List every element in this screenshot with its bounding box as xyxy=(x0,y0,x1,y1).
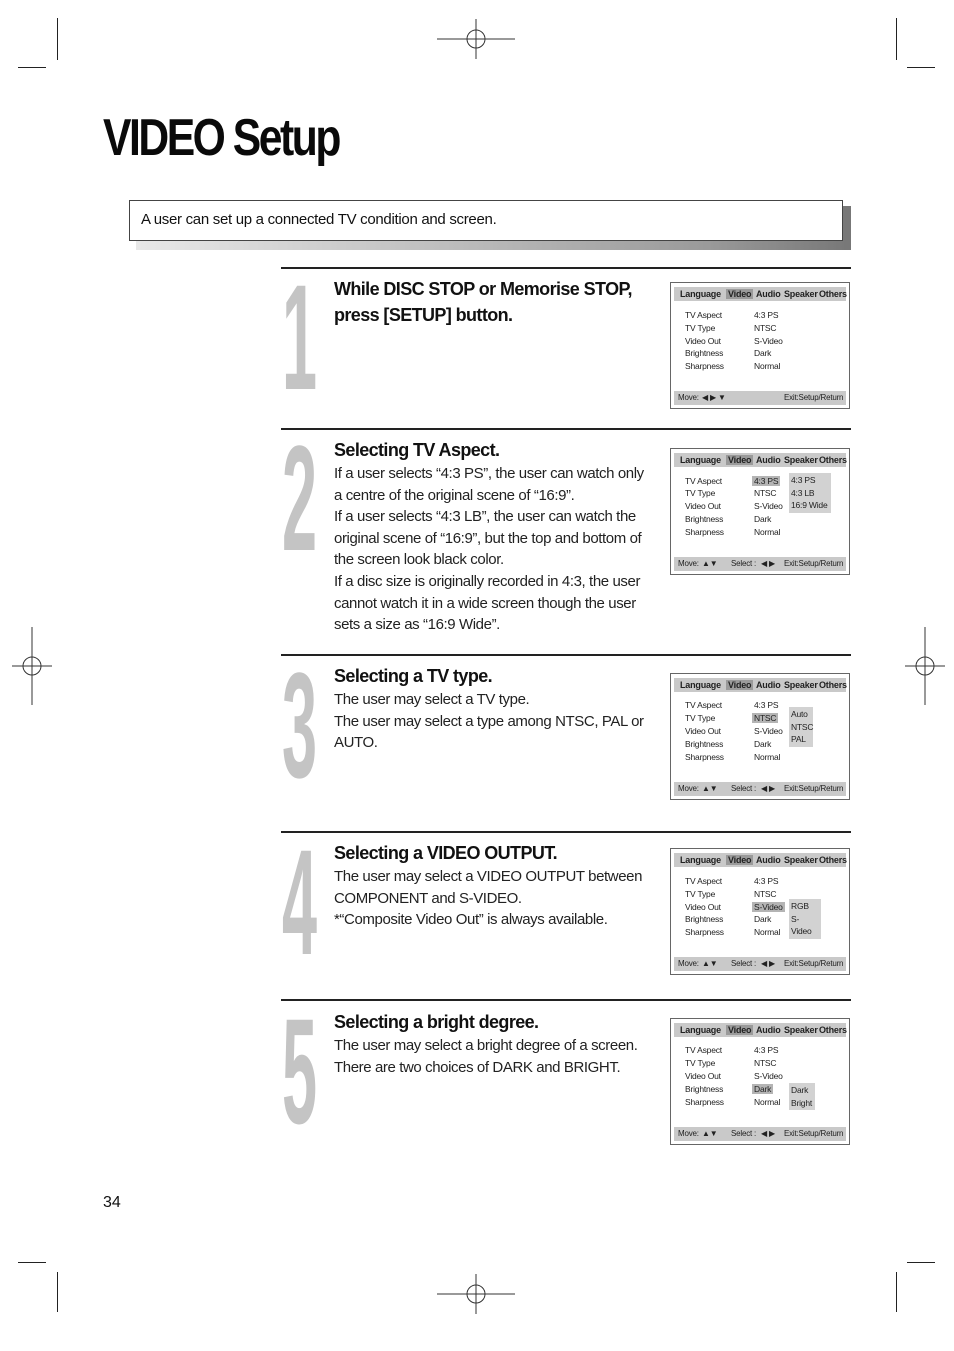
step-heading: Selecting TV Aspect. xyxy=(334,440,500,460)
osd-tab-speaker: Speaker xyxy=(784,1025,818,1035)
osd-row-value: Normal xyxy=(754,527,781,537)
osd-submenu-option: RGB xyxy=(791,901,809,911)
osd-row-value-selected: Dark xyxy=(754,1084,772,1094)
arrow-icons: ◀ ▶ xyxy=(761,959,775,968)
osd-row-value: NTSC xyxy=(754,889,777,899)
osd-tab-language: Language xyxy=(680,289,721,299)
osd-submenu xyxy=(789,1083,815,1110)
osd-tab-speaker: Speaker xyxy=(784,455,818,465)
osd-row-label: Video Out xyxy=(685,726,721,736)
osd-tab-language: Language xyxy=(680,680,721,690)
osd-footer xyxy=(674,957,846,971)
osd-submenu-option: PAL xyxy=(791,734,806,744)
osd-tab-others: Others xyxy=(819,855,847,865)
osd-footer-move: Move: xyxy=(678,784,699,793)
osd-submenu-option: 4:3 LB xyxy=(791,487,815,498)
step-body xyxy=(334,689,644,754)
osd-submenu-option: 16:9 Wide xyxy=(791,500,828,510)
step-heading: Selecting a TV type. xyxy=(334,666,493,686)
osd-tab-others: Others xyxy=(819,1025,847,1035)
step-paragraph: *“Composite Video Out” is always available. xyxy=(334,911,608,929)
step-paragraph: If a user selects “4:3 PS”, the user can watch only a centre of the original scene of “16:9”. xyxy=(334,465,644,504)
osd-submenu-option: Auto xyxy=(791,709,808,719)
arrow-icons: ▲▼ xyxy=(702,1129,718,1138)
step-paragraph: If a user selects “4:3 LB”, the user can watch the original scene of “16:9”, but the top and bottom of the screen look black color. xyxy=(334,508,642,569)
osd-row-label: TV Type xyxy=(685,488,716,498)
osd-submenu xyxy=(789,899,821,939)
osd-row-label: TV Aspect xyxy=(685,700,722,710)
osd-row-label: Brightness xyxy=(685,514,724,524)
crop-mark xyxy=(896,18,897,60)
osd-screen xyxy=(670,848,850,975)
osd-row-value: S-Video xyxy=(754,336,783,346)
step-paragraph: The user may select a bright degree of a screen. xyxy=(334,1037,638,1054)
arrow-icons: ◀ ▶ xyxy=(761,784,775,793)
osd-row-value: S-Video xyxy=(754,501,783,511)
osd-row-label: TV Type xyxy=(685,1058,716,1068)
step-paragraph: There are two choices of DARK and BRIGHT. xyxy=(334,1058,621,1076)
page-number: 34 xyxy=(103,1194,121,1211)
section-divider xyxy=(281,428,851,430)
osd-menu-bar xyxy=(674,453,846,467)
osd-tab-speaker: Speaker xyxy=(784,855,818,865)
osd-menu-bar xyxy=(674,678,846,692)
step-body xyxy=(334,1035,644,1078)
osd-row-label: TV Aspect xyxy=(685,310,722,320)
osd-row-value: NTSC xyxy=(754,1058,777,1068)
osd-screen xyxy=(670,282,850,409)
osd-footer-exit: Exit:Setup/Return xyxy=(784,784,844,793)
crop-mark xyxy=(896,1272,897,1312)
registration-mark-icon xyxy=(12,627,52,705)
step-number: 3 xyxy=(282,641,318,809)
step-number: 2 xyxy=(282,414,318,582)
osd-row-value: Dark xyxy=(754,914,772,924)
osd-footer-move: Move: xyxy=(678,959,699,968)
osd-footer xyxy=(674,391,846,405)
osd-tab-audio: Audio xyxy=(756,855,781,865)
osd-row-label: Sharpness xyxy=(685,752,724,762)
osd-row-value: 4:3 PS xyxy=(754,700,779,710)
osd-tab-audio: Audio xyxy=(756,289,781,299)
osd-row-label: TV Type xyxy=(685,323,716,333)
registration-mark-icon xyxy=(905,627,945,705)
section-divider xyxy=(281,654,851,656)
osd-footer-exit: Exit:Setup/Return xyxy=(784,559,844,568)
crop-mark xyxy=(57,18,58,60)
osd-footer-move: Move: xyxy=(678,1129,699,1138)
osd-tab-language: Language xyxy=(680,1025,721,1035)
osd-row-label: TV Aspect xyxy=(685,476,722,486)
osd-tab-video: Video xyxy=(728,1025,752,1035)
intro-box xyxy=(129,200,843,241)
step-heading: Selecting a bright degree. xyxy=(334,1012,539,1032)
osd-row-value: Dark xyxy=(754,514,772,524)
osd-row-value: Dark xyxy=(754,739,772,749)
osd-footer-move: Move: xyxy=(678,559,699,568)
osd-tab-video: Video xyxy=(728,455,752,465)
arrow-icons: ▲▼ xyxy=(702,559,718,568)
step-body xyxy=(334,866,644,931)
osd-row-label: Sharpness xyxy=(685,1097,724,1107)
osd-menu-bar xyxy=(674,1023,846,1037)
intro-text: A user can set up a connected TV condition and screen. xyxy=(141,211,497,228)
step-heading: Selecting a VIDEO OUTPUT. xyxy=(334,843,558,863)
step-number: 5 xyxy=(282,987,318,1155)
osd-screen xyxy=(670,1018,850,1145)
osd-row-label: TV Type xyxy=(685,713,716,723)
arrow-icons: ▲▼ xyxy=(702,959,718,968)
section-divider xyxy=(281,267,851,269)
osd-footer xyxy=(674,1127,846,1141)
osd-row-label: Brightness xyxy=(685,739,724,749)
osd-row-value: Dark xyxy=(754,348,772,358)
step-paragraph: The user may select a type among NTSC, PAL or AUTO. xyxy=(334,712,644,752)
osd-submenu-option: NTSC xyxy=(791,721,814,732)
osd-tab-others: Others xyxy=(819,455,847,465)
osd-footer-select: Select : xyxy=(731,784,757,793)
osd-menu-bar xyxy=(674,853,846,867)
osd-row-label: Video Out xyxy=(685,1071,721,1081)
osd-tab-video: Video xyxy=(728,289,752,299)
osd-row-label: Video Out xyxy=(685,902,721,912)
page-title: VIDEO Setup xyxy=(103,109,339,167)
osd-row-value: Normal xyxy=(754,752,781,762)
osd-row-label: TV Aspect xyxy=(685,1045,722,1055)
osd-row-value: Normal xyxy=(754,361,781,371)
osd-menu-bar xyxy=(674,287,846,301)
osd-row-label: Sharpness xyxy=(685,527,724,537)
osd-row-label: Video Out xyxy=(685,501,721,511)
osd-row-value-selected: S-Video xyxy=(754,902,783,912)
arrow-icons: ◀ ▶ xyxy=(761,559,775,568)
step-number: 4 xyxy=(282,818,318,986)
step-body xyxy=(334,463,644,636)
section-divider xyxy=(281,999,851,1001)
osd-row-label: Sharpness xyxy=(685,361,724,371)
osd-row-value: S-Video xyxy=(754,1071,783,1081)
osd-tab-speaker: Speaker xyxy=(784,289,818,299)
osd-submenu xyxy=(789,707,813,747)
osd-tab-others: Others xyxy=(819,289,847,299)
step-heading: While DISC STOP or Memorise STOP, press [SETUP] button. xyxy=(334,279,632,325)
osd-row-value-selected: 4:3 PS xyxy=(754,476,779,486)
osd-row-label: Brightness xyxy=(685,914,724,924)
registration-mark-icon xyxy=(437,19,515,59)
osd-tab-audio: Audio xyxy=(756,1025,781,1035)
osd-row-value: Normal xyxy=(754,927,781,937)
osd-row-label: Sharpness xyxy=(685,927,724,937)
osd-submenu-option: Bright xyxy=(791,1097,813,1108)
arrow-icons: ◀ ▶ xyxy=(761,1129,775,1138)
osd-row-label: TV Type xyxy=(685,889,716,899)
osd-screen xyxy=(670,448,850,575)
step-paragraph: The user may select a VIDEO OUTPUT between COMPONENT and S-VIDEO. xyxy=(334,868,643,907)
osd-tab-video: Video xyxy=(728,680,752,690)
arrow-icons: ◀ ▶ ▼ xyxy=(702,393,726,402)
osd-footer xyxy=(674,557,846,571)
osd-row-label: TV Aspect xyxy=(685,876,722,886)
osd-tab-language: Language xyxy=(680,455,721,465)
osd-submenu-option: Dark xyxy=(791,1085,809,1095)
osd-footer-select: Select : xyxy=(731,559,757,568)
step-number: 1 xyxy=(282,253,318,421)
osd-row-value: S-Video xyxy=(754,726,783,736)
step-paragraph: If a disc size is originally recorded in 4:3, the user cannot watch it in a wide screen though the user sets a size as “16:9 Wide”. xyxy=(334,572,641,634)
osd-row-value-selected: NTSC xyxy=(754,713,777,723)
osd-tab-audio: Audio xyxy=(756,680,781,690)
crop-mark xyxy=(57,1272,58,1312)
osd-row-value: NTSC xyxy=(754,323,777,333)
osd-row-value: Normal xyxy=(754,1097,781,1107)
osd-row-value: NTSC xyxy=(754,488,777,498)
osd-footer xyxy=(674,782,846,796)
osd-tab-audio: Audio xyxy=(756,455,781,465)
registration-mark-icon xyxy=(437,1274,515,1314)
osd-row-value: 4:3 PS xyxy=(754,876,779,886)
crop-mark xyxy=(18,1262,46,1263)
crop-mark xyxy=(18,67,46,68)
osd-row-value: 4:3 PS xyxy=(754,1045,779,1055)
step-paragraph: The user may select a TV type. xyxy=(334,691,530,708)
crop-mark xyxy=(907,1262,935,1263)
osd-screen xyxy=(670,673,850,800)
osd-row-label: Brightness xyxy=(685,348,724,358)
osd-submenu xyxy=(789,473,831,513)
section-divider xyxy=(281,831,851,833)
osd-tab-language: Language xyxy=(680,855,721,865)
osd-footer-select: Select : xyxy=(731,959,757,968)
arrow-icons: ▲▼ xyxy=(702,784,718,793)
osd-row-label: Brightness xyxy=(685,1084,724,1094)
osd-submenu-option: 4:3 PS xyxy=(791,475,816,485)
crop-mark xyxy=(907,67,935,68)
osd-footer-move: Move: xyxy=(678,393,699,402)
osd-tab-speaker: Speaker xyxy=(784,680,818,690)
osd-footer-select: Select : xyxy=(731,1129,757,1138)
osd-row-label: Video Out xyxy=(685,336,721,346)
osd-footer-exit: Exit:Setup/Return xyxy=(784,393,844,402)
osd-tab-others: Others xyxy=(819,680,847,690)
osd-submenu-option: S-Video xyxy=(791,913,812,936)
osd-row-value: 4:3 PS xyxy=(754,310,779,320)
osd-footer-exit: Exit:Setup/Return xyxy=(784,959,844,968)
osd-footer-exit: Exit:Setup/Return xyxy=(784,1129,844,1138)
osd-tab-video: Video xyxy=(728,855,752,865)
